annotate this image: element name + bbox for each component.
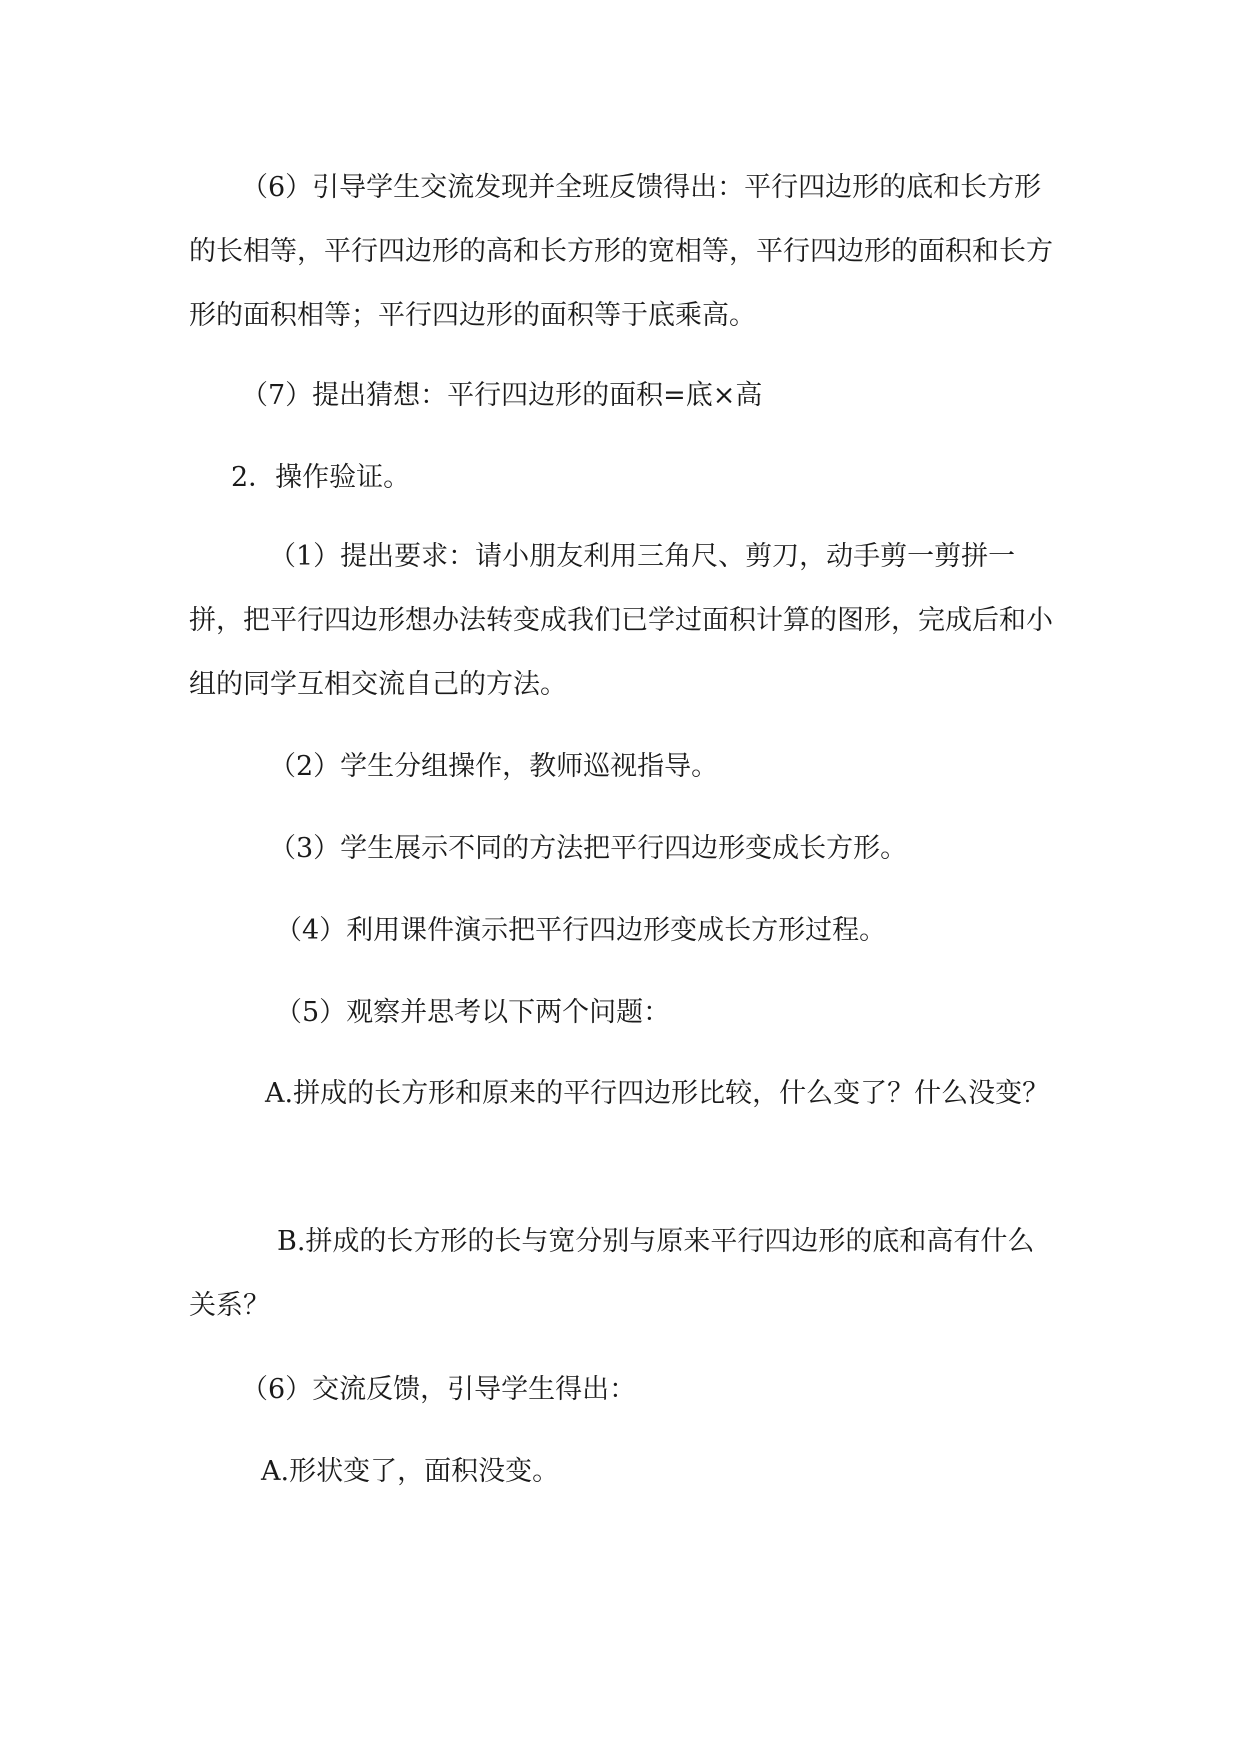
paragraph-answer-a: A.形状变了，面积没变。: [261, 1456, 560, 1487]
paragraph-question-a: A.拼成的长方形和原来的平行四边形比较，什么变了？什么没变？: [265, 1078, 1050, 1109]
paragraph-step1-requirement: （1）提出要求：请小朋友利用三角尺、剪刀，动手剪一剪拼一拼，把平行四边形想办法转变成我们已学过面积计算的图形，完成后和小组的同学互相交流自己的方法。: [189, 541, 1053, 700]
paragraph-step7-conjecture: （7）提出猜想：平行四边形的面积=底×高: [241, 380, 763, 411]
paragraph-step6-feedback: （6）交流反馈，引导学生得出：: [241, 1374, 637, 1405]
paragraph-step5-questions: （5）观察并思考以下两个问题：: [275, 997, 671, 1028]
paragraph-step4-demo: （4）利用课件演示把平行四边形变成长方形过程。: [275, 915, 887, 946]
paragraph-step2-operation: （2）学生分组操作，教师巡视指导。: [269, 751, 719, 782]
paragraph-step3-showcase: （3）学生展示不同的方法把平行四边形变成长方形。: [269, 833, 908, 864]
paragraph-section2-heading: 2．操作验证。: [231, 462, 411, 493]
paragraph-step6-findings: （6）引导学生交流发现并全班反馈得出：平行四边形的底和长方形的长相等，平行四边形的高和长方形的宽相等，平行四边形的面积和长方形的面积相等；平行四边形的面积等于底乘高。: [189, 172, 1053, 331]
paragraph-question-b: B.拼成的长方形的长与宽分别与原来平行四边形的底和高有什么关系？: [189, 1226, 1035, 1321]
